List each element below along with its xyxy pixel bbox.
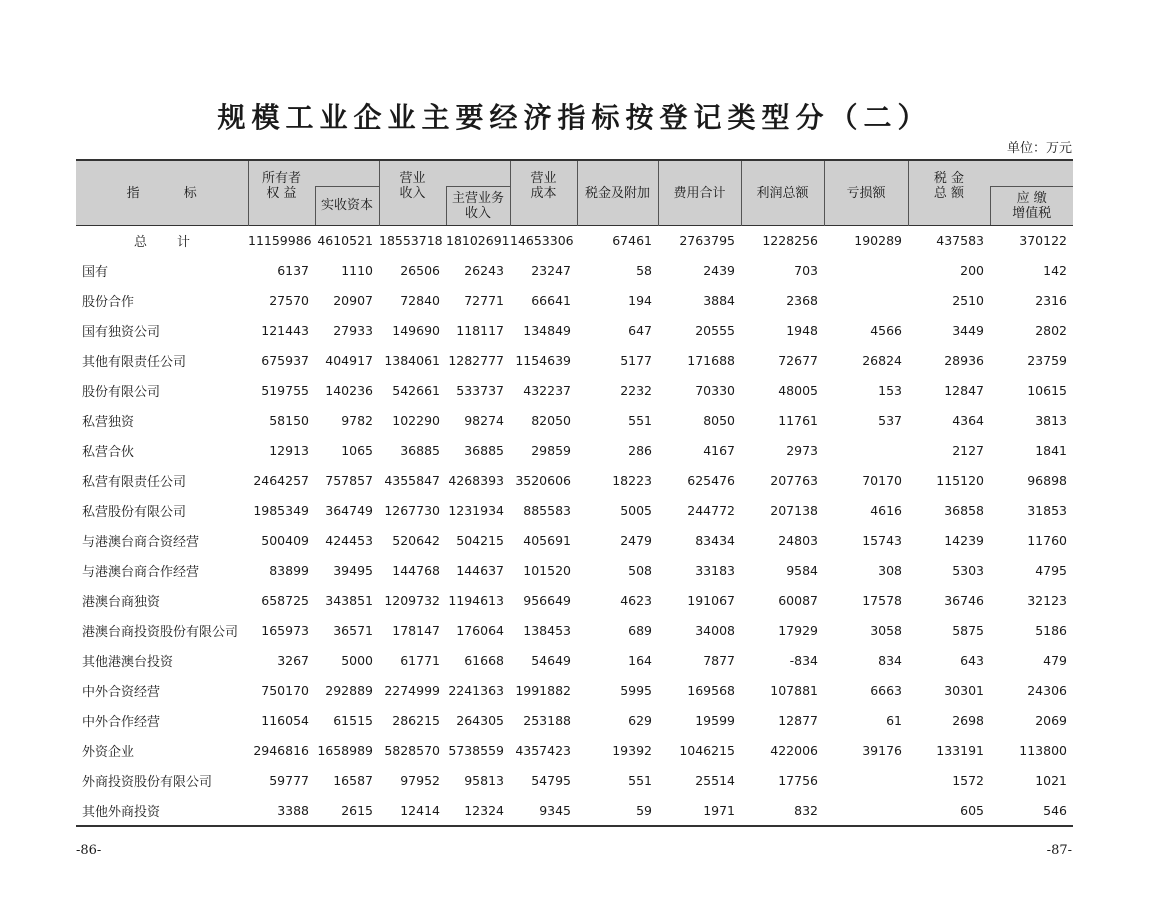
cell-cost: 956649 — [523, 592, 571, 608]
cell-owner-equity: 2464257 — [253, 472, 309, 488]
cell-loss: 3058 — [870, 622, 902, 638]
cell-paid-in-capital: 20907 — [333, 292, 373, 308]
row-name: 港澳台商投资股份有限公司 — [82, 624, 239, 640]
cell-tax-surcharge: 18223 — [612, 472, 652, 488]
cell-owner-equity: 83899 — [269, 562, 309, 578]
cell-tax-surcharge: 647 — [628, 322, 652, 338]
data-table — [76, 159, 1073, 827]
table-row — [76, 735, 1073, 765]
cell-tax-total: 5875 — [952, 622, 984, 638]
table-row — [76, 435, 1073, 465]
cell-profit: 207763 — [770, 472, 818, 488]
cell-tax-surcharge: 164 — [628, 652, 652, 668]
cell-paid-in-capital: 2615 — [315, 795, 379, 826]
table-header — [76, 160, 1073, 226]
cell-tax-surcharge: 629 — [628, 712, 652, 728]
header-revenue-spacer — [446, 160, 510, 186]
cell-loss: 39176 — [862, 742, 902, 758]
cell-loss — [824, 765, 908, 795]
cell-tax-surcharge: 59 — [577, 795, 658, 826]
cell-expenses: 171688 — [687, 352, 735, 368]
cell-tax-surcharge: 67461 — [577, 226, 658, 256]
cell-vat: 32123 — [1027, 592, 1067, 608]
cell-tax-total: 12847 — [944, 382, 984, 398]
cell-cost: 29859 — [531, 442, 571, 458]
cell-profit: 2973 — [786, 442, 818, 458]
cell-expenses: 191067 — [687, 592, 735, 608]
cell-profit: 422006 — [770, 742, 818, 758]
table-row — [76, 555, 1073, 585]
cell-loss: 15743 — [862, 532, 902, 548]
cell-expenses: 625476 — [687, 472, 735, 488]
cell-main-revenue: 36885 — [464, 442, 504, 458]
cell-revenue: 18553718 — [379, 226, 446, 256]
cell-main-revenue: 533737 — [456, 382, 504, 398]
cell-expenses: 20555 — [695, 322, 735, 338]
cell-loss — [824, 285, 908, 315]
row-name: 与港澳台商合作经营 — [82, 564, 200, 580]
cell-paid-in-capital: 1110 — [341, 262, 373, 278]
row-name: 中外合作经营 — [82, 714, 161, 730]
cell-tax-surcharge: 689 — [628, 622, 652, 638]
cell-main-revenue: 1231934 — [448, 502, 504, 518]
cell-revenue: 520642 — [392, 532, 440, 548]
cell-tax-surcharge: 2479 — [620, 532, 652, 548]
cell-tax-surcharge: 551 — [628, 412, 652, 428]
cell-tax-surcharge: 5005 — [620, 502, 652, 518]
cell-owner-equity: 750170 — [261, 682, 309, 698]
cell-revenue: 36885 — [400, 442, 440, 458]
cell-revenue: 97952 — [400, 772, 440, 788]
cell-tax-total: 28936 — [944, 352, 984, 368]
cell-owner-equity: 121443 — [261, 322, 309, 338]
cell-cost: 1991882 — [515, 682, 571, 698]
cell-vat: 4795 — [1035, 562, 1067, 578]
cell-vat: 479 — [1043, 652, 1067, 668]
cell-revenue: 72840 — [400, 292, 440, 308]
row-name: 总计 — [76, 226, 248, 256]
cell-revenue: 61771 — [400, 652, 440, 668]
cell-cost: 101520 — [523, 562, 571, 578]
cell-profit: 72677 — [778, 352, 818, 368]
cell-paid-in-capital: 1658989 — [317, 742, 373, 758]
cell-cost: 4357423 — [515, 742, 571, 758]
cell-tax-surcharge: 551 — [628, 772, 652, 788]
cell-main-revenue: 61668 — [464, 652, 504, 668]
cell-expenses: 70330 — [695, 382, 735, 398]
cell-tax-total: 437583 — [908, 226, 990, 256]
cell-owner-equity: 116054 — [261, 712, 309, 728]
cell-tax-surcharge: 4623 — [620, 592, 652, 608]
cell-expenses: 2439 — [703, 262, 735, 278]
cell-revenue: 102290 — [392, 412, 440, 428]
cell-profit: 1948 — [786, 322, 818, 338]
page-number-left: -86- — [76, 843, 102, 858]
cell-owner-equity: 500409 — [261, 532, 309, 548]
cell-loss — [824, 255, 908, 285]
cell-cost: 253188 — [523, 712, 571, 728]
cell-profit: 17929 — [778, 622, 818, 638]
cell-profit: 832 — [741, 795, 824, 826]
header-loss: 亏损额 — [824, 160, 908, 226]
cell-revenue: 149690 — [392, 322, 440, 338]
cell-owner-equity: 3267 — [277, 652, 309, 668]
cell-profit: 207138 — [770, 502, 818, 518]
cell-expenses: 83434 — [695, 532, 735, 548]
cell-paid-in-capital: 4610521 — [315, 226, 379, 256]
cell-main-revenue: 4268393 — [448, 472, 504, 488]
cell-main-revenue: 98274 — [464, 412, 504, 428]
cell-owner-equity: 519755 — [261, 382, 309, 398]
row-name: 其他港澳台投资 — [82, 654, 174, 670]
cell-expenses: 1046215 — [679, 742, 735, 758]
cell-cost: 54795 — [531, 772, 571, 788]
table-row — [76, 285, 1073, 315]
row-name: 其他外商投资 — [76, 795, 248, 826]
cell-cost: 23247 — [531, 262, 571, 278]
cell-main-revenue: 26243 — [464, 262, 504, 278]
cell-owner-equity: 165973 — [261, 622, 309, 638]
table-row — [76, 645, 1073, 675]
cell-tax-total: 133191 — [936, 742, 984, 758]
cell-main-revenue: 95813 — [464, 772, 504, 788]
cell-profit: 9584 — [786, 562, 818, 578]
cell-revenue: 1209732 — [384, 592, 440, 608]
cell-paid-in-capital: 292889 — [325, 682, 373, 698]
header-cost: 营业 成本 — [510, 160, 577, 226]
cell-tax-total: 4364 — [952, 412, 984, 428]
cell-tax-total: 2698 — [952, 712, 984, 728]
cell-tax-total: 36746 — [944, 592, 984, 608]
cell-revenue: 286215 — [392, 712, 440, 728]
cell-owner-equity: 675937 — [261, 352, 309, 368]
cell-tax-surcharge: 508 — [628, 562, 652, 578]
cell-loss — [824, 435, 908, 465]
table-row — [76, 345, 1073, 375]
cell-owner-equity: 58150 — [269, 412, 309, 428]
header-tax-surcharge: 税金及附加 — [577, 160, 658, 226]
cell-revenue: 178147 — [392, 622, 440, 638]
unit-label: 单位：万元 — [1006, 141, 1072, 156]
cell-profit: 107881 — [770, 682, 818, 698]
cell-paid-in-capital: 757857 — [325, 472, 373, 488]
cell-revenue: 5828570 — [384, 742, 440, 758]
cell-loss: 537 — [878, 412, 902, 428]
cell-tax-total: 643 — [960, 652, 984, 668]
cell-vat: 31853 — [1027, 502, 1067, 518]
cell-tax-total: 2510 — [952, 292, 984, 308]
cell-vat: 2316 — [1035, 292, 1067, 308]
cell-main-revenue: 2241363 — [448, 682, 504, 698]
cell-expenses: 244772 — [687, 502, 735, 518]
cell-paid-in-capital: 36571 — [333, 622, 373, 638]
cell-paid-in-capital: 364749 — [325, 502, 373, 518]
cell-expenses: 34008 — [695, 622, 735, 638]
cell-main-revenue: 264305 — [456, 712, 504, 728]
table-row — [76, 765, 1073, 795]
table-row — [76, 705, 1073, 735]
cell-tax-surcharge: 194 — [628, 292, 652, 308]
cell-loss: 61 — [886, 712, 902, 728]
row-name: 外商投资股份有限公司 — [82, 774, 213, 790]
header-owner-equity: 所有者 权 益 — [248, 160, 315, 226]
cell-cost: 405691 — [523, 532, 571, 548]
cell-loss — [824, 795, 908, 826]
cell-vat: 3813 — [1035, 412, 1067, 428]
cell-tax-surcharge: 5995 — [620, 682, 652, 698]
cell-vat: 546 — [990, 795, 1073, 826]
cell-expenses: 33183 — [695, 562, 735, 578]
cell-profit: -834 — [789, 652, 818, 668]
cell-vat: 142 — [1043, 262, 1067, 278]
cell-cost: 134849 — [523, 322, 571, 338]
cell-tax-total: 5303 — [952, 562, 984, 578]
cell-vat: 113800 — [1019, 742, 1067, 758]
cell-loss: 17578 — [862, 592, 902, 608]
cell-tax-surcharge: 286 — [628, 442, 652, 458]
cell-expenses: 19599 — [695, 712, 735, 728]
table-row — [76, 375, 1073, 405]
header-tax-total-spacer — [990, 160, 1073, 186]
cell-tax-surcharge: 2232 — [620, 382, 652, 398]
cell-paid-in-capital: 1065 — [341, 442, 373, 458]
cell-profit: 17756 — [778, 772, 818, 788]
cell-vat: 23759 — [1027, 352, 1067, 368]
cell-paid-in-capital: 5000 — [341, 652, 373, 668]
cell-tax-total: 200 — [960, 262, 984, 278]
cell-revenue: 1384061 — [384, 352, 440, 368]
cell-revenue: 4355847 — [384, 472, 440, 488]
cell-cost: 66641 — [531, 292, 571, 308]
cell-paid-in-capital: 424453 — [325, 532, 373, 548]
cell-profit: 60087 — [778, 592, 818, 608]
cell-revenue: 1267730 — [384, 502, 440, 518]
row-name: 私营股份有限公司 — [82, 504, 187, 520]
cell-tax-total: 605 — [908, 795, 990, 826]
cell-revenue: 144768 — [392, 562, 440, 578]
cell-tax-surcharge: 19392 — [612, 742, 652, 758]
cell-loss: 834 — [878, 652, 902, 668]
cell-expenses: 7877 — [703, 652, 735, 668]
cell-owner-equity: 2946816 — [253, 742, 309, 758]
row-name: 国有独资公司 — [82, 324, 161, 340]
cell-cost: 54649 — [531, 652, 571, 668]
cell-paid-in-capital: 39495 — [333, 562, 373, 578]
header-main-revenue: 主营业务 收入 — [446, 186, 510, 225]
cell-loss: 153 — [878, 382, 902, 398]
row-name: 股份合作 — [82, 294, 135, 310]
cell-profit: 24803 — [778, 532, 818, 548]
cell-revenue: 542661 — [392, 382, 440, 398]
table-row — [76, 795, 1073, 826]
cell-paid-in-capital: 9782 — [341, 412, 373, 428]
table-row — [76, 585, 1073, 615]
cell-owner-equity: 658725 — [261, 592, 309, 608]
cell-profit: 1228256 — [741, 226, 824, 256]
cell-expenses: 1971 — [658, 795, 741, 826]
cell-main-revenue: 1194613 — [448, 592, 504, 608]
row-name: 中外合资经营 — [82, 684, 161, 700]
row-name: 私营合伙 — [82, 444, 135, 460]
cell-cost: 3520606 — [515, 472, 571, 488]
cell-cost: 14653306 — [510, 226, 577, 256]
data-table-container — [76, 159, 1073, 827]
cell-loss: 6663 — [870, 682, 902, 698]
cell-profit: 12877 — [778, 712, 818, 728]
page-number-right: -87- — [1046, 843, 1072, 858]
cell-vat: 5186 — [1035, 622, 1067, 638]
cell-loss: 26824 — [862, 352, 902, 368]
table-row — [76, 615, 1073, 645]
table-row — [76, 315, 1073, 345]
cell-paid-in-capital: 27933 — [333, 322, 373, 338]
table-row — [76, 495, 1073, 525]
cell-paid-in-capital: 61515 — [333, 712, 373, 728]
row-name: 私营独资 — [82, 414, 135, 430]
row-name: 港澳台商独资 — [82, 594, 161, 610]
cell-vat: 1841 — [1035, 442, 1067, 458]
cell-revenue: 2274999 — [384, 682, 440, 698]
cell-vat: 2069 — [1035, 712, 1067, 728]
cell-vat: 96898 — [1027, 472, 1067, 488]
header-indicator: 指 标 — [76, 160, 248, 226]
cell-expenses: 3884 — [703, 292, 735, 308]
cell-paid-in-capital: 140236 — [325, 382, 373, 398]
cell-loss: 190289 — [824, 226, 908, 256]
cell-revenue: 26506 — [400, 262, 440, 278]
cell-expenses: 2763795 — [658, 226, 741, 256]
row-name: 与港澳台商合资经营 — [82, 534, 200, 550]
cell-main-revenue: 118117 — [456, 322, 504, 338]
cell-profit: 2368 — [786, 292, 818, 308]
header-revenue: 营业 收入 — [379, 160, 446, 226]
cell-vat: 370122 — [990, 226, 1073, 256]
row-name: 国有 — [82, 264, 109, 280]
cell-owner-equity: 59777 — [269, 772, 309, 788]
cell-vat: 11760 — [1027, 532, 1067, 548]
table-row — [76, 675, 1073, 705]
row-name: 股份有限公司 — [82, 384, 161, 400]
header-paid-in-capital: 实收资本 — [315, 186, 379, 225]
cell-owner-equity: 27570 — [269, 292, 309, 308]
cell-cost: 432237 — [523, 382, 571, 398]
cell-expenses: 169568 — [687, 682, 735, 698]
table-row — [76, 255, 1073, 285]
header-profit: 利润总额 — [741, 160, 824, 226]
cell-main-revenue: 144637 — [456, 562, 504, 578]
cell-tax-total: 30301 — [944, 682, 984, 698]
cell-expenses: 8050 — [703, 412, 735, 428]
cell-main-revenue: 176064 — [456, 622, 504, 638]
table-row — [76, 405, 1073, 435]
cell-vat: 24306 — [1027, 682, 1067, 698]
cell-revenue: 12414 — [379, 795, 446, 826]
cell-tax-total: 1572 — [952, 772, 984, 788]
table-row — [76, 525, 1073, 555]
cell-paid-in-capital: 16587 — [333, 772, 373, 788]
cell-tax-surcharge: 5177 — [620, 352, 652, 368]
cell-owner-equity: 12913 — [269, 442, 309, 458]
cell-paid-in-capital: 343851 — [325, 592, 373, 608]
cell-owner-equity: 1985349 — [253, 502, 309, 518]
cell-loss: 4566 — [870, 322, 902, 338]
cell-cost: 1154639 — [515, 352, 571, 368]
row-name: 私营有限责任公司 — [82, 474, 187, 490]
cell-cost: 138453 — [523, 622, 571, 638]
cell-tax-total: 115120 — [936, 472, 984, 488]
cell-main-revenue: 18102691 — [446, 226, 510, 256]
cell-main-revenue: 72771 — [464, 292, 504, 308]
cell-main-revenue: 12324 — [446, 795, 510, 826]
cell-tax-total: 3449 — [952, 322, 984, 338]
cell-vat: 10615 — [1027, 382, 1067, 398]
header-tax-total: 税 金 总 额 — [908, 160, 990, 226]
row-name: 外资企业 — [82, 744, 135, 760]
cell-profit: 48005 — [778, 382, 818, 398]
cell-cost: 82050 — [531, 412, 571, 428]
cell-paid-in-capital: 404917 — [325, 352, 373, 368]
cell-tax-surcharge: 58 — [636, 262, 652, 278]
table-row — [76, 465, 1073, 495]
cell-cost: 885583 — [523, 502, 571, 518]
header-owner-equity-spacer — [315, 160, 379, 186]
table-row-total — [76, 226, 1073, 256]
cell-tax-total: 2127 — [952, 442, 984, 458]
cell-tax-total: 36858 — [944, 502, 984, 518]
cell-main-revenue: 5738559 — [448, 742, 504, 758]
cell-expenses: 4167 — [703, 442, 735, 458]
cell-loss: 308 — [878, 562, 902, 578]
cell-main-revenue: 1282777 — [448, 352, 504, 368]
page-title: 规模工业企业主要经济指标按登记类型分（二） — [217, 101, 932, 134]
cell-loss: 4616 — [870, 502, 902, 518]
table-body — [76, 226, 1073, 827]
cell-owner-equity: 11159986 — [248, 226, 315, 256]
cell-expenses: 25514 — [695, 772, 735, 788]
cell-owner-equity: 6137 — [277, 262, 309, 278]
row-name: 其他有限责任公司 — [82, 354, 187, 370]
cell-cost: 9345 — [510, 795, 577, 826]
cell-main-revenue: 504215 — [456, 532, 504, 548]
cell-profit: 11761 — [778, 412, 818, 428]
cell-profit: 703 — [794, 262, 818, 278]
cell-loss: 70170 — [862, 472, 902, 488]
cell-vat: 2802 — [1035, 322, 1067, 338]
cell-owner-equity: 3388 — [248, 795, 315, 826]
cell-tax-total: 14239 — [944, 532, 984, 548]
cell-vat: 1021 — [1035, 772, 1067, 788]
header-vat: 应 缴 增值税 — [990, 186, 1073, 225]
header-expenses: 费用合计 — [658, 160, 741, 226]
